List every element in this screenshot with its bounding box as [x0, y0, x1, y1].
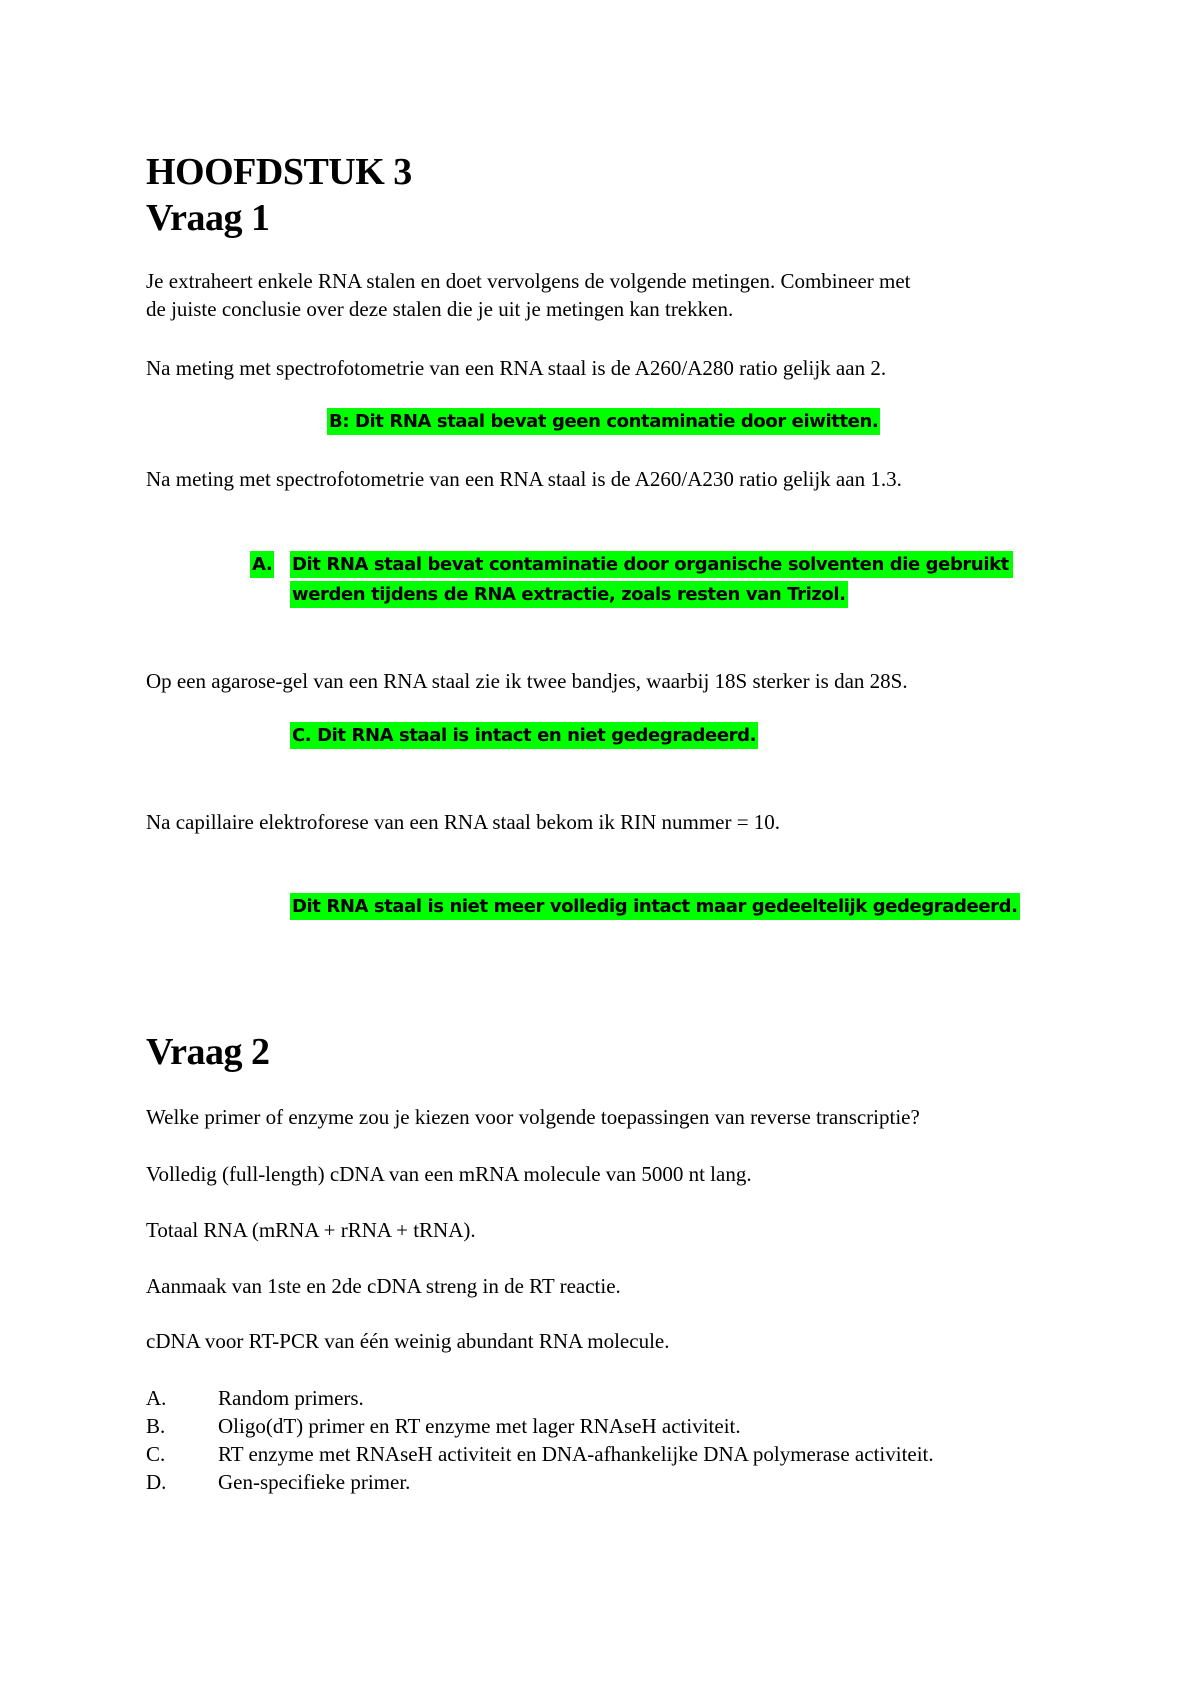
option-text: Oligo(dT) primer en RT enzyme met lager RNAseH activiteit.: [218, 1414, 741, 1438]
q2-item: Volledig (full-length) cDNA van een mRNA molecule van 5000 nt lang.: [146, 1162, 752, 1186]
option-letter: A.: [146, 1386, 167, 1410]
answer-2-line1: Dit RNA staal bevat contaminatie door organische solventen die gebruikt: [290, 551, 1013, 578]
answer-2-line2: werden tijdens de RNA extractie, zoals resten van Trizol.: [290, 581, 848, 608]
answer-2-letter: A.: [250, 551, 274, 578]
measurement-1: Na meting met spectrofotometrie van een RNA staal is de A260/A280 ratio gelijk aan 2.: [146, 356, 887, 380]
q1-intro-line1: Je extraheert enkele RNA stalen en doet vervolgens de volgende metingen. Combineer met: [146, 269, 911, 293]
measurement-3: Op een agarose-gel van een RNA staal zie ik twee bandjes, waarbij 18S sterker is dan 28S.: [146, 669, 908, 693]
q2-item: Aanmaak van 1ste en 2de cDNA streng in de RT reactie.: [146, 1274, 621, 1298]
option-text: Gen-specifieke primer.: [218, 1470, 411, 1494]
option-letter: D.: [146, 1470, 167, 1494]
option-text: RT enzyme met RNAseH activiteit en DNA-afhankelijke DNA polymerase activiteit.: [218, 1442, 934, 1466]
q1-intro-line2: de juiste conclusie over deze stalen die je uit je metingen kan trekken.: [146, 297, 734, 321]
question-2-title: Vraag 2: [146, 1031, 270, 1073]
option-text: Random primers.: [218, 1386, 364, 1410]
measurement-2: Na meting met spectrofotometrie van een RNA staal is de A260/A230 ratio gelijk aan 1.3.: [146, 467, 902, 491]
chapter-title: HOOFDSTUK 3: [146, 151, 412, 193]
measurement-4: Na capillaire elektroforese van een RNA staal bekom ik RIN nummer = 10.: [146, 810, 781, 834]
answer-3-highlight: C. Dit RNA staal is intact en niet gedegradeerd.: [290, 722, 758, 749]
q2-item: Totaal RNA (mRNA + rRNA + tRNA).: [146, 1218, 476, 1242]
option-letter: C.: [146, 1442, 166, 1466]
q2-item: cDNA voor RT-PCR van één weinig abundant RNA molecule.: [146, 1329, 670, 1353]
question-1-title: Vraag 1: [146, 197, 270, 239]
answer-1-highlight: B: Dit RNA staal bevat geen contaminatie door eiwitten.: [327, 408, 880, 435]
q2-intro: Welke primer of enzyme zou je kiezen voor volgende toepassingen van reverse transcriptie?: [146, 1105, 920, 1129]
answer-4-highlight: Dit RNA staal is niet meer volledig intact maar gedeeltelijk gedegradeerd.: [290, 893, 1020, 920]
option-letter: B.: [146, 1414, 166, 1438]
